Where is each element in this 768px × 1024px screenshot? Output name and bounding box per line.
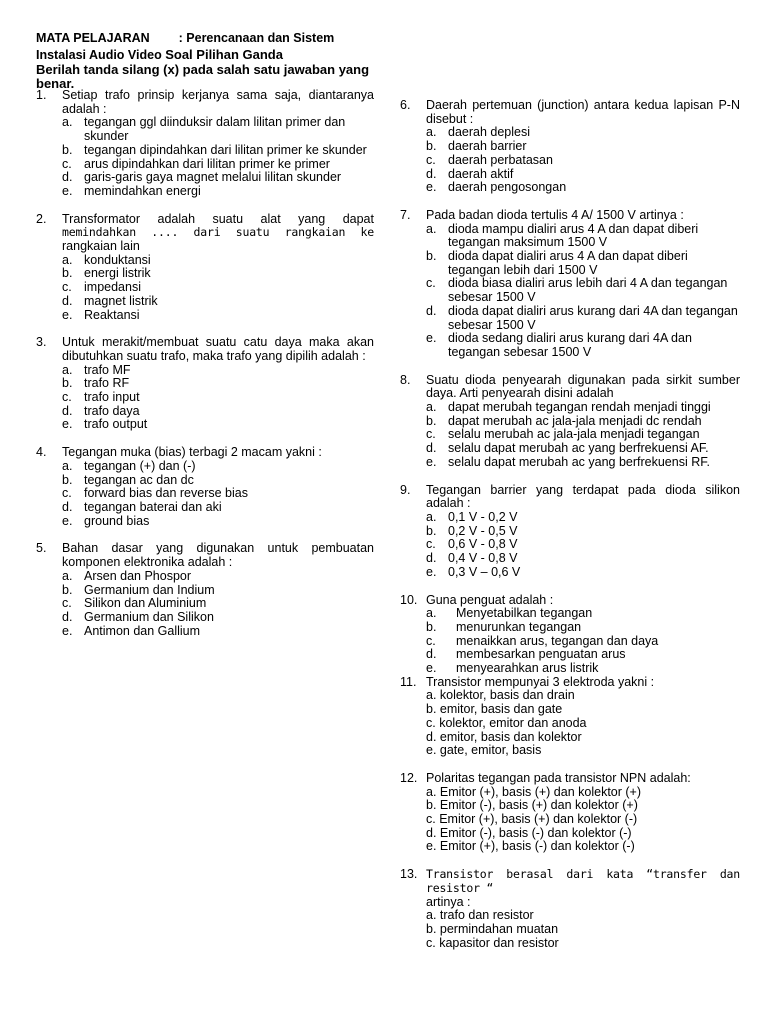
document-header bbox=[36, 30, 381, 91]
instruction-text: Berilah tanda silang (x) pada salah satu jawaban yang benar. bbox=[36, 62, 370, 91]
option-a[interactable]: a. trafo MF bbox=[62, 362, 131, 377]
question-12 bbox=[400, 772, 740, 854]
question-stem: Bahan dasar yang digunakan untuk pembuatan komponen elektronika adalah : bbox=[62, 541, 374, 570]
option-d[interactable]: d. Emitor (-), basis (-) dan kolektor (-) bbox=[426, 825, 632, 840]
question-number: 2. bbox=[36, 211, 47, 226]
question-number: 1. bbox=[36, 88, 47, 102]
option-e[interactable]: e. daerah pengosongan bbox=[426, 180, 567, 195]
option-c[interactable]: c. trafo input bbox=[62, 390, 140, 405]
question-number: 12. bbox=[400, 770, 418, 785]
question-2 bbox=[36, 213, 374, 323]
option-list bbox=[426, 511, 740, 580]
option-d[interactable]: d. trafo daya bbox=[62, 403, 140, 418]
left-column bbox=[36, 89, 374, 638]
option-d[interactable]: d. Germanium dan Silikon bbox=[62, 609, 214, 624]
option-a[interactable]: a. kolektor, basis dan drain bbox=[426, 688, 575, 703]
option-c[interactable]: c. impedansi bbox=[62, 280, 141, 295]
option-b[interactable]: b. trafo RF bbox=[62, 376, 130, 391]
option-list bbox=[426, 909, 740, 950]
question-4 bbox=[36, 446, 374, 528]
question-10 bbox=[400, 594, 740, 676]
question-stem-line3: rangkaian lain bbox=[62, 239, 140, 254]
question-stem-line2: memindahkan .... dari suatu rangkaian ke bbox=[62, 225, 374, 240]
option-d[interactable]: d. dioda dapat dialiri arus kurang dari 4A dan tegangan sebesar 1500 V bbox=[426, 303, 738, 332]
question-number: 9. bbox=[400, 482, 411, 497]
option-e[interactable]: e. dioda sedang dialiri arus kurang dari 4A dan tegangan sebesar 1500 V bbox=[426, 331, 692, 359]
option-b[interactable]: b. emitor, basis dan gate bbox=[426, 702, 563, 717]
subject-label: MATA PELAJARAN bbox=[36, 31, 150, 45]
subject-line bbox=[36, 30, 381, 46]
option-a[interactable]: a. 0,1 V - 0,2 V bbox=[426, 509, 518, 524]
option-e[interactable]: e. menyearahkan arus listrik bbox=[426, 661, 599, 676]
question-number: 11. bbox=[400, 674, 417, 689]
option-d[interactable]: d. magnet listrik bbox=[62, 293, 158, 308]
option-d[interactable]: d. membesarkan penguatan arus bbox=[426, 647, 626, 662]
option-c[interactable]: c. 0,6 V - 0,8 V bbox=[426, 537, 518, 552]
option-e[interactable]: e. ground bias bbox=[62, 513, 150, 528]
option-d[interactable]: d. daerah aktif bbox=[426, 166, 514, 181]
right-column bbox=[400, 99, 740, 950]
option-a[interactable]: a. dioda mampu dialiri arus 4 A dan dapat diberi tegangan maksimum 1500 V bbox=[426, 221, 699, 250]
option-e[interactable]: e. Antimon dan Gallium bbox=[62, 623, 201, 638]
option-b[interactable]: b. dapat merubah ac jala-jala menjadi dc rendah bbox=[426, 413, 702, 428]
question-number: 6. bbox=[400, 98, 411, 112]
option-c[interactable]: c. Emitor (+), basis (+) dan kolektor (-) bbox=[426, 812, 638, 827]
option-list bbox=[62, 116, 374, 198]
option-e[interactable]: e. selalu dapat merubah ac yang berfrekuensi RF. bbox=[426, 454, 710, 469]
option-a[interactable]: a. tegangan ggl diinduksir dalam lilitan primer dan skunder bbox=[62, 115, 346, 144]
option-e[interactable]: e. gate, emitor, basis bbox=[426, 743, 542, 758]
option-c[interactable]: c. selalu merubah ac jala-jala menjadi tegangan bbox=[426, 427, 700, 442]
option-c[interactable]: c. forward bias dan reverse bias bbox=[62, 486, 248, 501]
option-d[interactable]: d. 0,4 V - 0,8 V bbox=[426, 551, 518, 566]
option-b[interactable]: b. tegangan dipindahkan dari lilitan primer ke skunder bbox=[62, 142, 367, 157]
question-stem: Pada badan dioda tertulis 4 A/ 1500 V artinya : bbox=[426, 207, 684, 222]
option-b[interactable]: b. Emitor (-), basis (+) dan kolektor (+) bbox=[426, 798, 638, 813]
question-number: 4. bbox=[36, 445, 47, 460]
question-number: 7. bbox=[400, 207, 411, 222]
option-e[interactable]: e. Emitor (+), basis (-) dan kolektor (-) bbox=[426, 839, 635, 854]
option-b[interactable]: b. 0,2 V - 0,5 V bbox=[426, 523, 518, 538]
question-stem: Setiap trafo prinsip kerjanya sama saja, diantaranya adalah : bbox=[62, 88, 374, 116]
question-9 bbox=[400, 484, 740, 580]
option-a[interactable]: a. tegangan (+) dan (-) bbox=[62, 458, 196, 473]
question-stem: Guna penguat adalah : bbox=[426, 592, 554, 607]
question-number: 13. bbox=[400, 867, 418, 882]
option-a[interactable]: a. Emitor (+), basis (+) dan kolektor (+) bbox=[426, 784, 642, 799]
option-c[interactable]: c. dioda biasa dialiri arus lebih dari 4 A dan tegangan sebesar 1500 V bbox=[426, 276, 728, 305]
subject-separator: : bbox=[178, 31, 183, 45]
option-list bbox=[62, 570, 374, 639]
question-5 bbox=[36, 542, 374, 638]
option-c[interactable]: c. kolektor, emitor dan anoda bbox=[426, 715, 587, 730]
subject-name-part1: Perencanaan dan Sistem bbox=[186, 31, 335, 45]
question-stem: Untuk merakit/membuat suatu catu daya maka akan dibutuhkan suatu trafo, maka trafo yang dipilih adalah : bbox=[62, 335, 374, 363]
question-stem: Tegangan barrier yang terdapat pada dioda silikon adalah : bbox=[426, 482, 740, 511]
option-list bbox=[426, 401, 740, 470]
option-c[interactable]: c. kapasitor dan resistor bbox=[426, 935, 559, 950]
option-list bbox=[62, 254, 374, 323]
question-7 bbox=[400, 209, 740, 360]
question-stem: Tegangan muka (bias) terbagi 2 macam yakni : bbox=[62, 445, 322, 460]
option-b[interactable]: b. dioda dapat dialiri arus 4 A dan dapat diberi tegangan lebih dari 1500 V bbox=[426, 249, 688, 277]
option-list bbox=[62, 460, 374, 529]
question-number: 5. bbox=[36, 541, 47, 556]
question-1 bbox=[36, 89, 374, 199]
option-d[interactable]: d. selalu dapat merubah ac yang berfrekuensi AF. bbox=[426, 441, 709, 456]
option-a[interactable]: a. konduktansi bbox=[62, 252, 151, 267]
option-e[interactable]: e. memindahkan energi bbox=[62, 183, 201, 198]
option-list bbox=[426, 223, 740, 360]
question-8 bbox=[400, 374, 740, 470]
option-c[interactable]: c. Silikon dan Aluminium bbox=[62, 596, 207, 611]
question-stem-line2: artinya : bbox=[426, 894, 471, 909]
question-6 bbox=[400, 99, 740, 195]
title-line bbox=[36, 47, 381, 63]
document-title: Soal Pilihan Ganda bbox=[165, 47, 283, 62]
option-b[interactable]: b. menurunkan tegangan bbox=[426, 619, 582, 634]
option-c[interactable]: c. daerah perbatasan bbox=[426, 152, 553, 167]
option-b[interactable]: b. daerah barrier bbox=[426, 139, 527, 154]
option-b[interactable]: b. permindahan muatan bbox=[426, 921, 559, 936]
question-stem: Transistor berasal dari kata “transfer dan resistor “ bbox=[426, 867, 740, 895]
question-number: 8. bbox=[400, 372, 411, 387]
option-a[interactable]: a. Arsen dan Phospor bbox=[62, 568, 192, 583]
option-list bbox=[426, 607, 740, 676]
option-e[interactable]: e. 0,3 V – 0,6 V bbox=[426, 564, 521, 579]
question-stem: Polaritas tegangan pada transistor NPN adalah: bbox=[426, 770, 691, 785]
question-number: 10. bbox=[400, 592, 418, 607]
question-stem: Transistor mempunyai 3 elektroda yakni : bbox=[426, 674, 655, 689]
option-b[interactable]: b. tegangan ac dan dc bbox=[62, 472, 194, 487]
option-c[interactable]: c. menaikkan arus, tegangan dan daya bbox=[426, 633, 659, 648]
option-b[interactable]: b. energi listrik bbox=[62, 266, 151, 281]
option-e[interactable]: e. trafo output bbox=[62, 417, 148, 432]
option-list bbox=[426, 689, 740, 758]
question-11 bbox=[400, 676, 740, 758]
option-list bbox=[426, 126, 740, 195]
question-stem: Daerah pertemuan (junction) antara kedua lapisan P-N disebut : bbox=[426, 98, 740, 126]
option-list bbox=[62, 364, 374, 433]
option-c[interactable]: c. arus dipindahkan dari lilitan primer ke primer bbox=[62, 156, 330, 171]
option-b[interactable]: b. Germanium dan Indium bbox=[62, 582, 215, 597]
option-a[interactable]: a. Menyetabilkan tegangan bbox=[426, 606, 593, 621]
option-list bbox=[426, 786, 740, 855]
option-a[interactable]: a. dapat merubah tegangan rendah menjadi tinggi bbox=[426, 400, 711, 415]
option-a[interactable]: a. trafo dan resistor bbox=[426, 908, 534, 923]
option-d[interactable]: d. emitor, basis dan kolektor bbox=[426, 729, 582, 744]
question-stem: Transformator adalah suatu alat yang dapat bbox=[62, 211, 374, 226]
option-a[interactable]: a. daerah deplesi bbox=[426, 125, 531, 140]
option-d[interactable]: d. garis-garis gaya magnet melalui lilitan skunder bbox=[62, 170, 342, 185]
question-3 bbox=[36, 336, 374, 432]
question-number: 3. bbox=[36, 335, 47, 350]
question-stem: Suatu dioda penyearah digunakan pada sirkit sumber daya. Arti penyearah disini adalah bbox=[426, 372, 740, 401]
option-e[interactable]: e. Reaktansi bbox=[62, 307, 140, 322]
option-d[interactable]: d. tegangan baterai dan aki bbox=[62, 499, 222, 514]
question-13 bbox=[400, 868, 740, 950]
subject-name-part2: Instalasi Audio Video bbox=[36, 48, 162, 62]
